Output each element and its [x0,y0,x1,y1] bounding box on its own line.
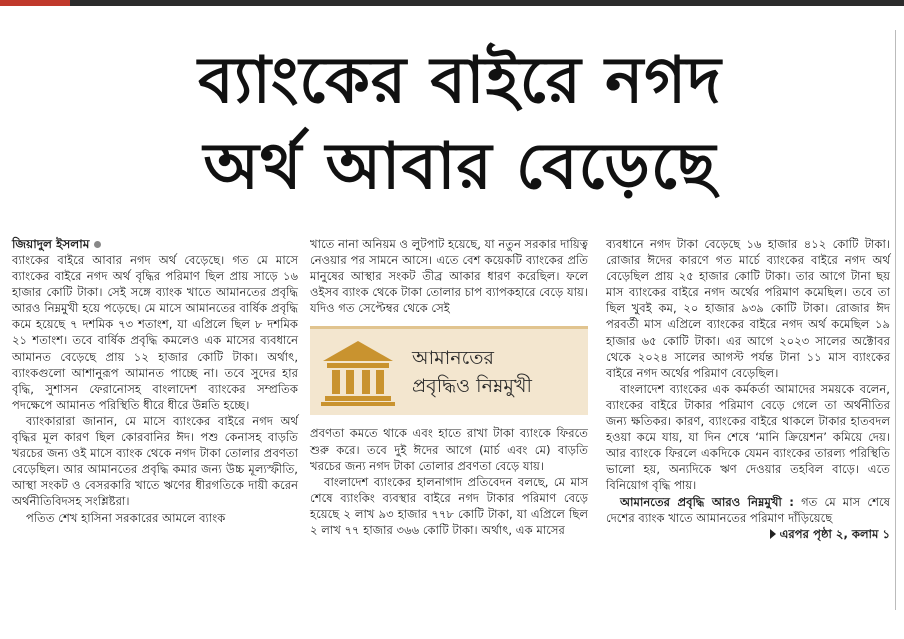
byline-author: জিয়াদুল ইসলাম [12,237,90,251]
paragraph: বাংলাদেশ ব্যাংকের হালনাগাদ প্রতিবেদন বলছে, মে মাস শেষে ব্যাংকিং ব্যবস্থার বাইরে নগদ টাকার পরিমাণ বেড়ে হয়েছে ২ লাখ ৯৩ হাজার ৭৭৮ কোটি টাকা, যা এপ্রিলে ছিল ২ লাখ ৭৭ হাজার ৩৬৬ কোটি টাকা। অর্থাৎ, এক মাসের [310,474,588,538]
paragraph: খাতে নানা অনিয়ম ও লুটপাট হয়েছে, যা নতুন সরকার দায়িত্ব নেওয়ার পর সামনে আসে। এতে বেশ কয়েকটি ব্যাংকের প্রতি মানুষের আস্থার সংকট তীব্র আকার ধারণ করেছিল। ফলে ওইসব ব্যাংক থেকে টাকা তোলার চাপ ব্যাপকহারে বেড়ে যায়। যদিও গত সেপ্টেম্বর থেকে সেই [310,237,588,316]
subhead: আমানতের প্রবৃদ্ধি আরও নিম্নমুখী : [620,494,794,509]
paragraph: ব্যাংকারারা জানান, মে মাসে ব্যাংকের বাইরে নগদ অর্থ বৃদ্ধির মূল কারণ ছিল কোরবানির ঈদ। পশু কেনাসহ বাড়তি খরচের জন্য ওই মাসে ব্যাংক থেকে নগদ টাকা তোলার প্রবণতা বেড়েছিল। আর আমানতের প্রবৃদ্ধি কমার জন্য উচ্চ মূল্যস্ফীতি, আস্থা সংকট ও বেসরকারি খাতে ঋণের ধীরগতিকে দায়ী করেন অর্থনীতিবিদসহ সংশ্লিষ্টরা। [12,413,298,509]
paragraph: বাংলাদেশ ব্যাংকের এক কর্মকর্তা আমাদের সময়কে বলেন, ব্যাংকের বাইরে টাকার পরিমাণ বেড়ে গেলে তা অর্থনীতির জন্য ক্ষতিকর। কারণ, ব্যাংকের বাইরে থাকলে টাকার হাতবদল হওয়া কমে যায়, যা দিন শেষে ‘মানি ক্রিয়েশন’ কমিয়ে দেয়। আর ব্যাংকে ফিরলে একদিকে যেমন ব্যাংকের তারল্য পরিস্থিতি ভালো হয়, অন্যদিকে ঋণ দেওয়ার তহবিল বাড়ে। এতে বিনিয়োগ বৃদ্ধি পায়। [606,381,890,493]
top-rule-accent [0,0,70,6]
column-2 [310,236,588,538]
paragraph-subhead [606,494,890,526]
paragraph: ব্যবধানে নগদ টাকা বেড়েছে ১৬ হাজার ৪১২ কোটি টাকা। রোজার ঈদের কারণে গত মার্চে ব্যাংকের বাইরে নগদ অর্থ বেড়েছিল প্রায় ২৫ হাজার কোটি টাকা। তার আগে টানা ছয় মাস ব্যাংকের বাইরে নগদ অর্থের পরিমাণ কমেছিল। তবে তা ছিল খুবই কম, ২০ হাজার ৯৩৯ কোটি টাকা। রোজার ঈদ পরবর্তী মাস এপ্রিলে ব্যাংকের বাইরে নগদ অর্থ কমেছিল ১৯ হাজার ৬৫ কোটি টাকা। এর আগে ২০২৩ সালের অক্টোবর থেকে ২০২৪ সালের আগস্ট পর্যন্ত টানা ১১ মাস ব্যাংকের বাইরে নগদ অর্থের পরিমাণ বেড়েছিল। [606,237,890,380]
continued-jump [606,526,890,542]
byline-dot-icon [94,241,101,248]
pull-quote-text [406,344,532,400]
headline [60,38,860,210]
bank-building-icon [310,329,406,415]
jump-text: এরপর পৃষ্ঠা ২, কলাম ১ [779,526,890,541]
page-edge [895,30,904,610]
paragraph: প্রবণতা কমতে থাকে এবং হাতে রাখা টাকা ব্যাংকে ফিরতে শুরু করে। তবে দুই ঈদের আগে (মার্চ এবং মে) বাড়তি খরচের জন্য নগদ টাকা তোলার প্রবণতা বেড়ে যায়। [310,426,588,473]
pull-quote-box [310,326,588,415]
triangle-right-icon [770,529,776,539]
headline-line-2: অর্থ আবার বেড়েছে [203,130,717,204]
column-1 [12,236,298,526]
paragraph: ব্যাংকের বাইরে আবার নগদ অর্থ বেড়েছে। গত মে মাসে ব্যাংকের বাইরে নগদ অর্থ বৃদ্ধির পরিমাণ ছিল প্রায় সাড়ে ১৬ হাজার কোটি টাকা। সেই সঙ্গে ব্যাংক খাতে আমানতের প্রবৃদ্ধি আরও নিম্নমুখী হয়ে পড়েছে। মে মাসে আমানতের বার্ষিক প্রবৃদ্ধি কমে হয়েছে ৭ দশমিক ৭৩ শতাংশ, যা এপ্রিলে ছিল ৮ দশমিক ২১ শতাংশ। তবে বার্ষিক প্রবৃদ্ধি কমলেও এক মাসের ব্যবধানে আমানত বেড়েছে প্রায় ১২ হাজার কোটি টাকা। অর্থাৎ, ব্যাংকগুলো আশানুরূপ আমানত পাচ্ছে না। তবে সুদের হার বৃদ্ধি, সুশাসন ফেরানোসহ বাংলাদেশ ব্যাংকের সম্প্রতিক পদক্ষেপে আমানত পরিস্থিতি ধীরে ধীরে উন্নতি হচ্ছে। [12,253,298,412]
paragraph: পতিত শেখ হাসিনা সরকারের আমলে ব্যাংক [26,510,226,525]
pull-quote-line-1: আমানতের [412,347,494,370]
top-rule [0,0,904,6]
byline [12,236,298,252]
headline-line-1: ব্যাংকের বাইরে নগদ [198,44,722,118]
column-3 [606,236,890,542]
pull-quote-line-2: প্রবৃদ্ধিও নিম্নমুখী [412,375,532,398]
subhead-text: গত মে মাস শেষে দেশের ব্যাংক খাতে আমানতের পরিমাণ দাঁড়িয়েছে [606,494,890,525]
